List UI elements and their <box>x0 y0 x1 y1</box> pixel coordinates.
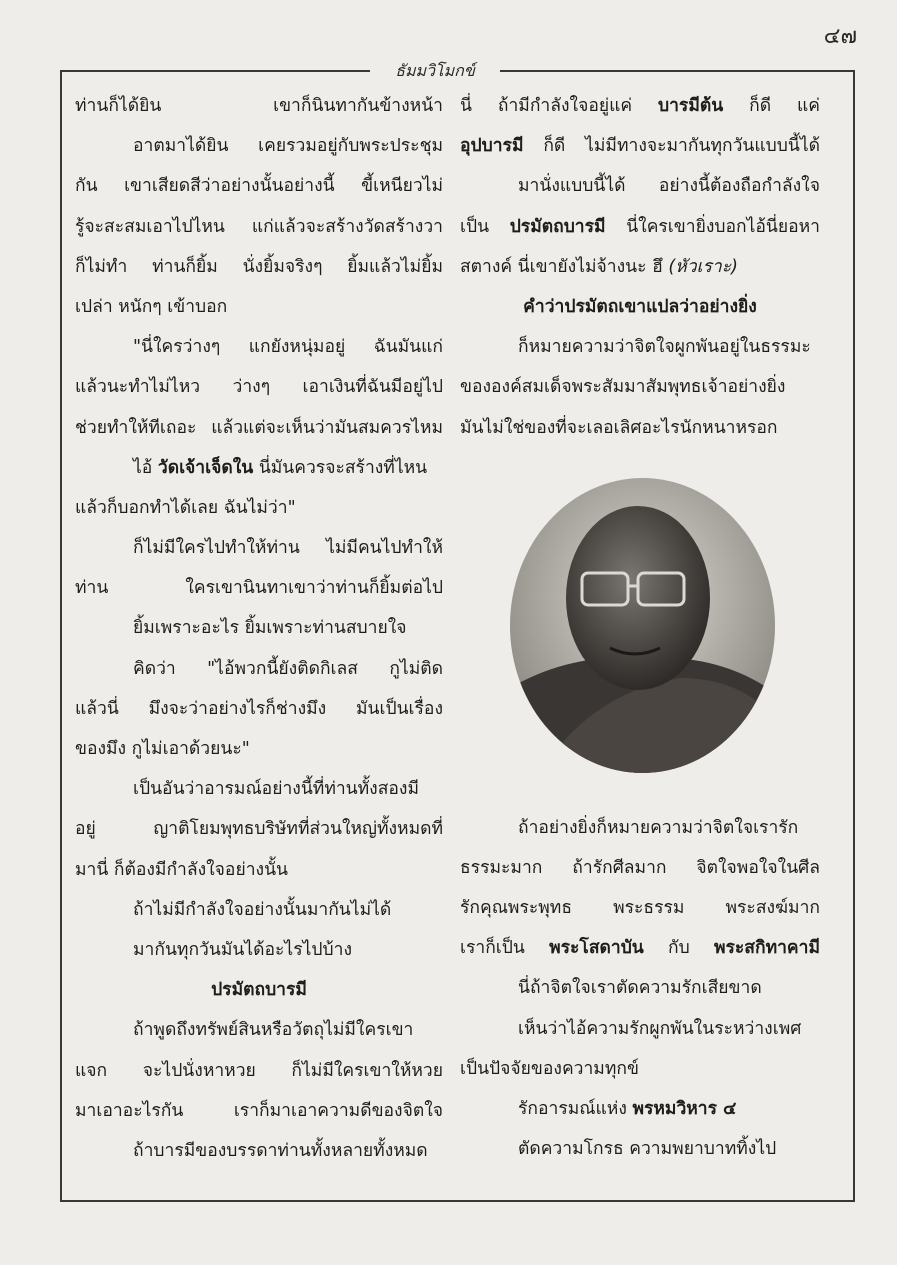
text-line: ธรรมะมาก ถ้ารักศีลมาก จิตใจพอใจในศีล <box>460 857 820 878</box>
text-line: ถ้าอย่างยิ่งก็หมายความว่าจิตใจเรารัก <box>518 817 799 838</box>
text-line: แล้วนี่ มึงจะว่าอย่างไรก็ช่างมึง มันเป็นเรื่อง <box>75 698 443 719</box>
text-line: ของมึง กูไม่เอาด้วยนะ" <box>75 739 250 759</box>
text-line: อยู่ ญาติโยมพุทธบริษัทที่ส่วนใหญ่ทั้งหมดที่ <box>75 819 443 840</box>
right-column <box>460 86 820 1169</box>
text-line: รู้จะสะสมเอาไปไหน แก่แล้วจะสร้างวัดสร้างวา <box>75 216 443 237</box>
bold-term: บารมีต้น <box>658 96 724 116</box>
text-line: ตัดความโกรธ ความพยาบาททิ้งไป <box>518 1139 777 1160</box>
text-line <box>460 247 820 287</box>
bold-term: พระสกิทาคามี <box>713 938 820 959</box>
text-line <box>460 126 820 166</box>
text-line: คิดว่า "ไอ้พวกนี้ยังติดกิเลส กูไม่ติด <box>133 658 443 679</box>
text-span: กับ <box>643 938 714 959</box>
text-span: นี่มันควรจะสร้างที่ไหน <box>253 457 428 478</box>
text-line: "นี่ใครว่างๆ แกยังหนุ่มอยู่ ฉันมันแก่ <box>133 337 443 358</box>
left-column <box>75 86 443 1171</box>
bold-term: อุปบารมี <box>460 136 524 157</box>
text-line: นี่ถ้าจิตใจเราตัดความรักเสียขาด <box>518 978 762 999</box>
bold-term: ปรมัตถบารมี <box>509 216 606 237</box>
text-line: ท่านก็ได้ยิน เขาก็นินทากันข้างหน้า <box>75 96 443 116</box>
text-line: มันไม่ใช่ของที่จะเลอเลิศอะไรนักหนาหรอก <box>460 417 778 438</box>
text-line: ถ้าไม่มีกำลังใจอย่างนั้นมากันไม่ได้ <box>133 899 392 920</box>
text-line: กัน เขาเสียดสีว่าอย่างนั้นอย่างนี้ ขี้เหนียวไม่ <box>75 176 443 197</box>
text-line: ก็หมายความว่าจิตใจผูกพันอยู่ในธรรมะ <box>518 337 811 358</box>
text-line: ก็ไม่ทำ ท่านก็ยิ้ม นั่งยิ้มจริงๆ ยิ้มแล้วไม่ยิ้ม <box>75 256 443 277</box>
text-line <box>460 207 820 247</box>
text-line <box>460 928 820 968</box>
text-span: เป็น <box>460 216 510 237</box>
text-line <box>460 86 820 126</box>
text-line: แล้วนะทำไม่ไหว ว่างๆ เอาเงินที่ฉันมีอยู่ไป <box>75 377 443 398</box>
text-line: ช่วยทำให้ทีเถอะ แล้วแต่จะเห็นว่ามันสมควรไหม <box>75 417 443 438</box>
text-line: เห็นว่าไอ้ความรักผูกพันในระหว่างเพศ <box>518 1018 802 1039</box>
text-line: รักคุณพระพุทธ พระธรรม พระสงฆ์มาก <box>460 898 820 919</box>
running-header: ธัมมวิโมกข์ <box>370 60 500 82</box>
subheading: คำว่าปรมัตถเขาแปลว่าอย่างยิ่ง <box>523 296 757 317</box>
text-line: เป็นอันว่าอารมณ์อย่างนี้ที่ท่านทั้งสองมี <box>133 779 419 800</box>
bold-term: พระโสดาบัน <box>549 938 644 959</box>
text-line: แล้วก็บอกทำได้เลย ฉันไม่ว่า" <box>75 497 296 518</box>
text-span: ไอ้ <box>133 457 158 478</box>
text-span: รักอารมณ์แห่ง <box>518 1099 633 1119</box>
text-span: นี่ ถ้ามีกำลังใจอยู่แค่ <box>460 96 658 116</box>
portrait-image <box>510 478 775 773</box>
text-line: เป็นปัจจัยของความทุกข์ <box>460 1058 639 1079</box>
text-line: มานั่งแบบนี้ได้ อย่างนี้ต้องถือกำลังใจ <box>518 176 820 197</box>
text-line: ยิ้มเพราะอะไร ยิ้มเพราะท่านสบายใจ <box>133 618 407 639</box>
text-line: อาตมาได้ยิน เคยรวมอยู่กับพระประชุม <box>133 136 443 157</box>
text-line: มากันทุกวันมันได้อะไรไปบ้าง <box>133 939 353 960</box>
text-span: นี่ใครเขายิ่งบอกไอ้นี่ยอหา <box>605 216 820 237</box>
page-number: ๔๗ <box>823 24 857 49</box>
text-line: ถ้าพูดถึงทรัพย์สินหรือวัตถุไม่มีใครเขา <box>133 1020 414 1041</box>
text-line: เปล่า หนักๆ เข้าบอก <box>75 296 228 317</box>
text-span: ก็ดี แค่ <box>723 96 820 116</box>
text-line: ท่าน ใครเขานินทาเขาว่าท่านก็ยิ้มต่อไป <box>75 578 443 599</box>
text-line: ขององค์สมเด็จพระสัมมาสัมพุทธเจ้าอย่างยิ่ง <box>460 377 786 398</box>
text-line: แจก จะไปนั่งหาหวย ก็ไม่มีใครเขาให้หวย <box>75 1060 443 1081</box>
text-line: ถ้าบารมีของบรรดาท่านทั้งหลายทั้งหมด <box>133 1140 428 1161</box>
text-span: ก็ดี ไม่มีทางจะมากันทุกวันแบบนี้ได้ <box>523 136 820 157</box>
section-heading: ปรมัตถบารมี <box>211 980 307 1001</box>
italic-note: (หัวเราะ) <box>668 256 738 277</box>
portrait-area <box>460 448 820 808</box>
monk-portrait-photo <box>510 478 775 773</box>
text-line <box>460 1089 820 1129</box>
text-line: มานี่ ก็ต้องมีกำลังใจอย่างนั้น <box>75 859 288 880</box>
text-line: มาเอาอะไรกัน เราก็มาเอาความดีของจิตใจ <box>75 1100 443 1121</box>
bold-term: พรหมวิหาร ๔ <box>632 1099 737 1119</box>
text-span: เราก็เป็น <box>460 938 550 959</box>
bold-term: วัดเจ้าเจ็ดใน <box>157 457 254 478</box>
text-span: สตางค์ นี่เขายังไม่จ้างนะ ฮึ <box>460 256 669 277</box>
text-line: ก็ไม่มีใครไปทำให้ท่าน ไม่มีคนไปทำให้ <box>133 538 443 559</box>
text-line <box>75 448 443 488</box>
